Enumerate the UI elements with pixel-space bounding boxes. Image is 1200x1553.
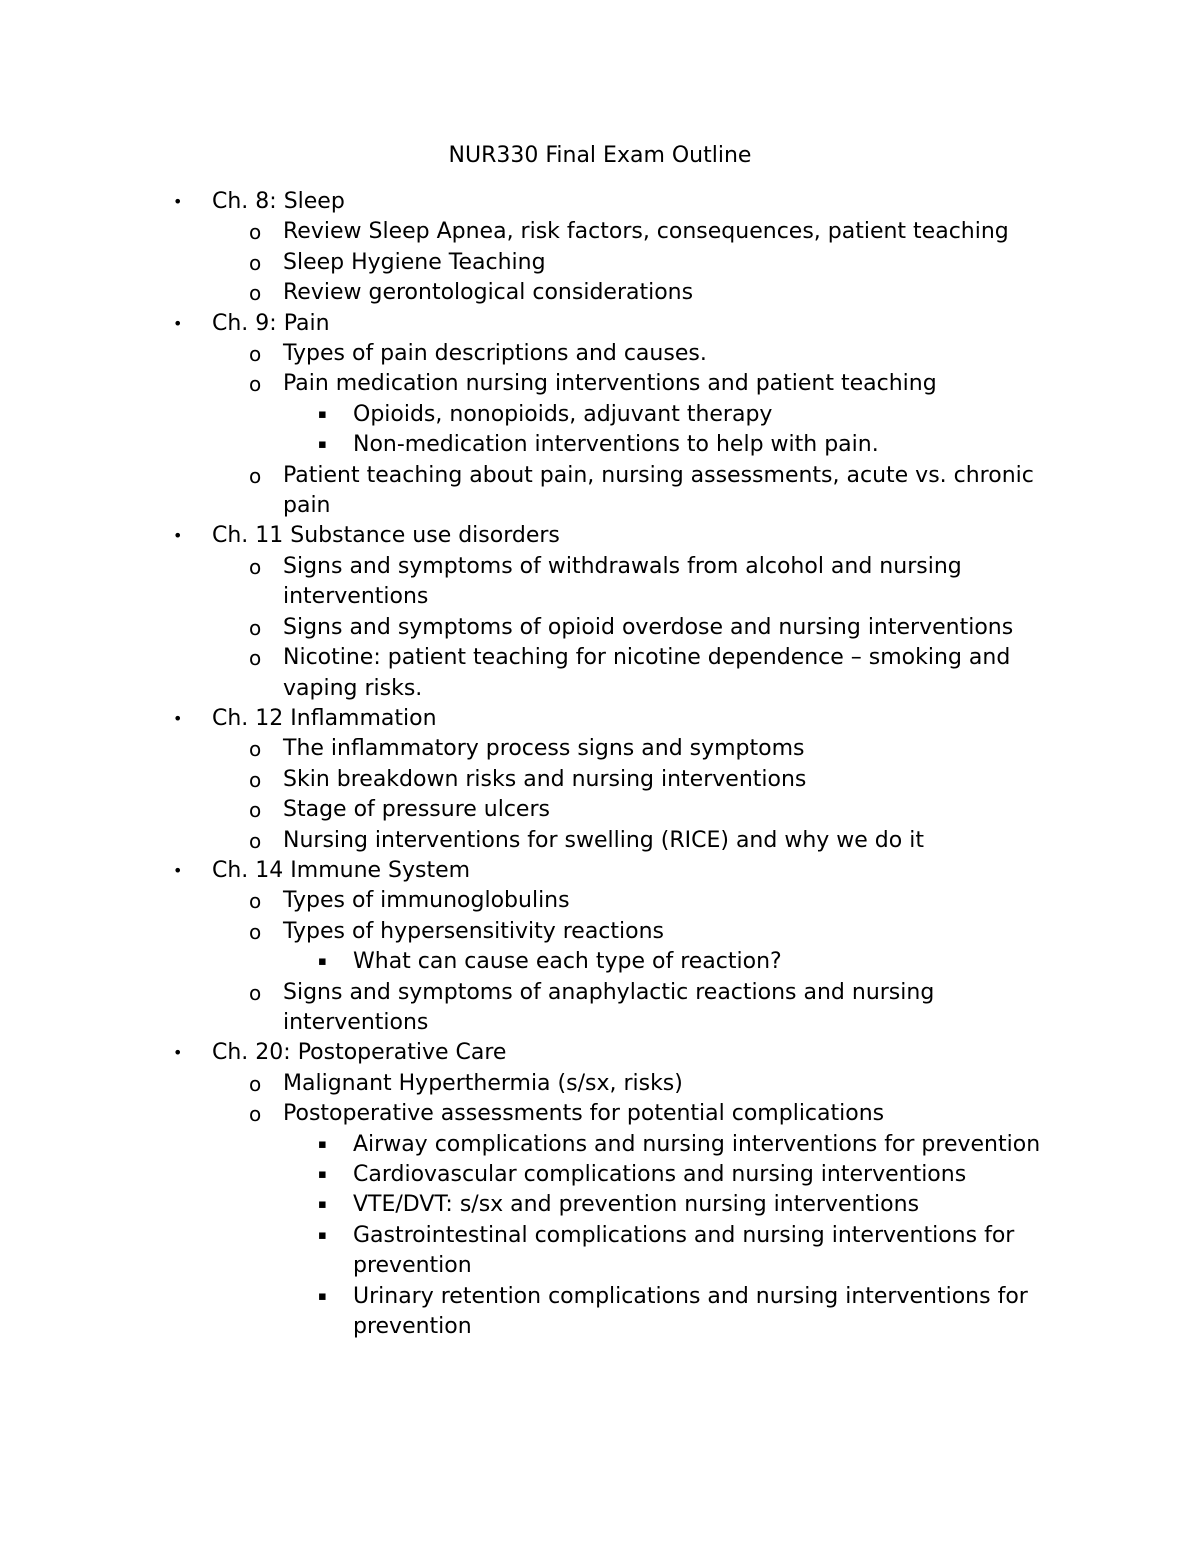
list-item-text: Review Sleep Apnea, risk factors, consequences, patient teaching [283, 219, 1009, 245]
list-item [0, 1099, 1200, 1129]
square-bullet-icon: ▪ [318, 406, 327, 422]
list-item [0, 248, 1200, 278]
list-item-text: Types of pain descriptions and causes. [283, 341, 707, 367]
circle-bullet-icon: o [249, 220, 262, 245]
circle-bullet-icon: o [249, 1071, 262, 1096]
exam-outline [0, 187, 1200, 1342]
list-item [0, 765, 1200, 795]
list-item-text: Skin breakdown risks and nursing interventions [283, 766, 807, 792]
list-item [0, 613, 1200, 643]
list-item [0, 734, 1200, 764]
circle-bullet-icon: o [249, 1102, 262, 1127]
list-item-text: VTE/DVT: s/sx and prevention nursing interventions [353, 1192, 920, 1218]
circle-bullet-icon: o [249, 919, 262, 944]
list-item-text: Types of immunoglobulins [283, 888, 570, 914]
sub-list-item [0, 1190, 1200, 1220]
sub-list-item [0, 430, 1200, 460]
list-item [0, 552, 1200, 613]
list-item [0, 886, 1200, 916]
list-item [0, 826, 1200, 856]
list-item [0, 369, 1200, 399]
section-heading [0, 856, 1200, 886]
sub-list-item [0, 400, 1200, 430]
circle-bullet-icon: o [249, 372, 262, 397]
circle-bullet-icon: o [249, 646, 262, 671]
section-heading [0, 521, 1200, 551]
circle-bullet-icon: o [249, 554, 262, 579]
list-item-text: Ch. 20: Postoperative Care [212, 1040, 507, 1066]
sub-list-item [0, 1282, 1200, 1343]
circle-bullet-icon: o [249, 798, 262, 823]
list-item [0, 1069, 1200, 1099]
list-item [0, 917, 1200, 947]
list-item-text: Ch. 14 Immune System [212, 857, 471, 883]
list-item-text: Stage of pressure ulcers [283, 797, 550, 823]
list-item-text: Airway complications and nursing interventions for prevention [353, 1131, 1041, 1157]
list-item-text: Opioids, nonopioids, adjuvant therapy [353, 401, 773, 427]
circle-bullet-icon: o [249, 767, 262, 792]
square-bullet-icon: ▪ [318, 1136, 327, 1152]
list-item-text: The inflammatory process signs and symptoms [283, 736, 805, 762]
sub-list-item [0, 1221, 1200, 1282]
sub-list-item [0, 1160, 1200, 1190]
list-item-text: Malignant Hyperthermia (s/sx, risks) [283, 1070, 683, 1096]
list-item [0, 461, 1200, 522]
list-item [0, 795, 1200, 825]
square-bullet-icon: ▪ [318, 437, 327, 453]
circle-bullet-icon: o [249, 281, 262, 306]
list-item-text: Patient teaching about pain, nursing assessments, acute vs. chronic pain [283, 462, 1034, 519]
section-heading [0, 187, 1200, 217]
list-item-text: Nicotine: patient teaching for nicotine dependence – smoking and vaping risks. [283, 645, 1011, 701]
bullet-icon: • [173, 1043, 183, 1063]
list-item-text: Sleep Hygiene Teaching [283, 249, 546, 275]
bullet-icon: • [173, 708, 183, 728]
circle-bullet-icon: o [249, 828, 262, 853]
bullet-icon: • [173, 192, 183, 211]
circle-bullet-icon: o [249, 737, 262, 762]
list-item [0, 217, 1200, 247]
list-item [0, 643, 1200, 704]
list-item-text: Review gerontological considerations [283, 280, 694, 306]
bullet-icon: • [173, 313, 183, 333]
square-bullet-icon: ▪ [318, 1288, 327, 1304]
list-item-text: Signs and symptoms of opioid overdose and nursing interventions [283, 614, 1014, 640]
bullet-icon: • [173, 526, 183, 546]
sub-list-item [0, 1130, 1200, 1160]
list-item-text: Gastrointestinal complications and nursing interventions for prevention [353, 1222, 1015, 1279]
section-heading [0, 1038, 1200, 1068]
list-item-text: Signs and symptoms of withdrawals from alcohol and nursing interventions [283, 553, 962, 610]
list-item-text: Types of hypersensitivity reactions [283, 918, 664, 944]
list-item-text: Signs and symptoms of anaphylactic reactions and nursing interventions [283, 979, 935, 1035]
document-title: NUR330 Final Exam Outline [448, 143, 752, 168]
list-item-text: Urinary retention complications and nursing interventions for prevention [353, 1283, 1028, 1340]
section-heading [0, 309, 1200, 339]
circle-bullet-icon: o [249, 463, 262, 488]
list-item-text: Postoperative assessments for potential complications [283, 1101, 885, 1127]
sub-list-item [0, 947, 1200, 977]
circle-bullet-icon: o [249, 889, 262, 914]
square-bullet-icon: ▪ [318, 1227, 327, 1243]
list-item-text: Ch. 9: Pain [212, 310, 330, 336]
list-item-text: Ch. 8: Sleep [212, 189, 345, 214]
bullet-icon: • [173, 860, 183, 880]
circle-bullet-icon: o [249, 250, 262, 275]
list-item-text: What can cause each type of reaction? [353, 949, 782, 975]
list-item-text: Ch. 12 Inflammation [212, 705, 437, 731]
list-item-text: Non-medication interventions to help with pain. [353, 432, 879, 458]
list-item-text: Cardiovascular complications and nursing interventions [353, 1162, 967, 1187]
list-item-text: Pain medication nursing interventions and patient teaching [283, 371, 937, 397]
list-item-text: Ch. 11 Substance use disorders [212, 523, 560, 549]
square-bullet-icon: ▪ [318, 954, 327, 970]
circle-bullet-icon: o [249, 980, 262, 1005]
list-item [0, 339, 1200, 369]
circle-bullet-icon: o [249, 342, 262, 367]
square-bullet-icon: ▪ [318, 1167, 327, 1182]
square-bullet-icon: ▪ [318, 1197, 327, 1213]
section-heading [0, 704, 1200, 734]
list-item [0, 278, 1200, 308]
list-item-text: Nursing interventions for swelling (RICE) and why we do it [283, 827, 924, 853]
circle-bullet-icon: o [249, 615, 262, 640]
list-item [0, 978, 1200, 1039]
